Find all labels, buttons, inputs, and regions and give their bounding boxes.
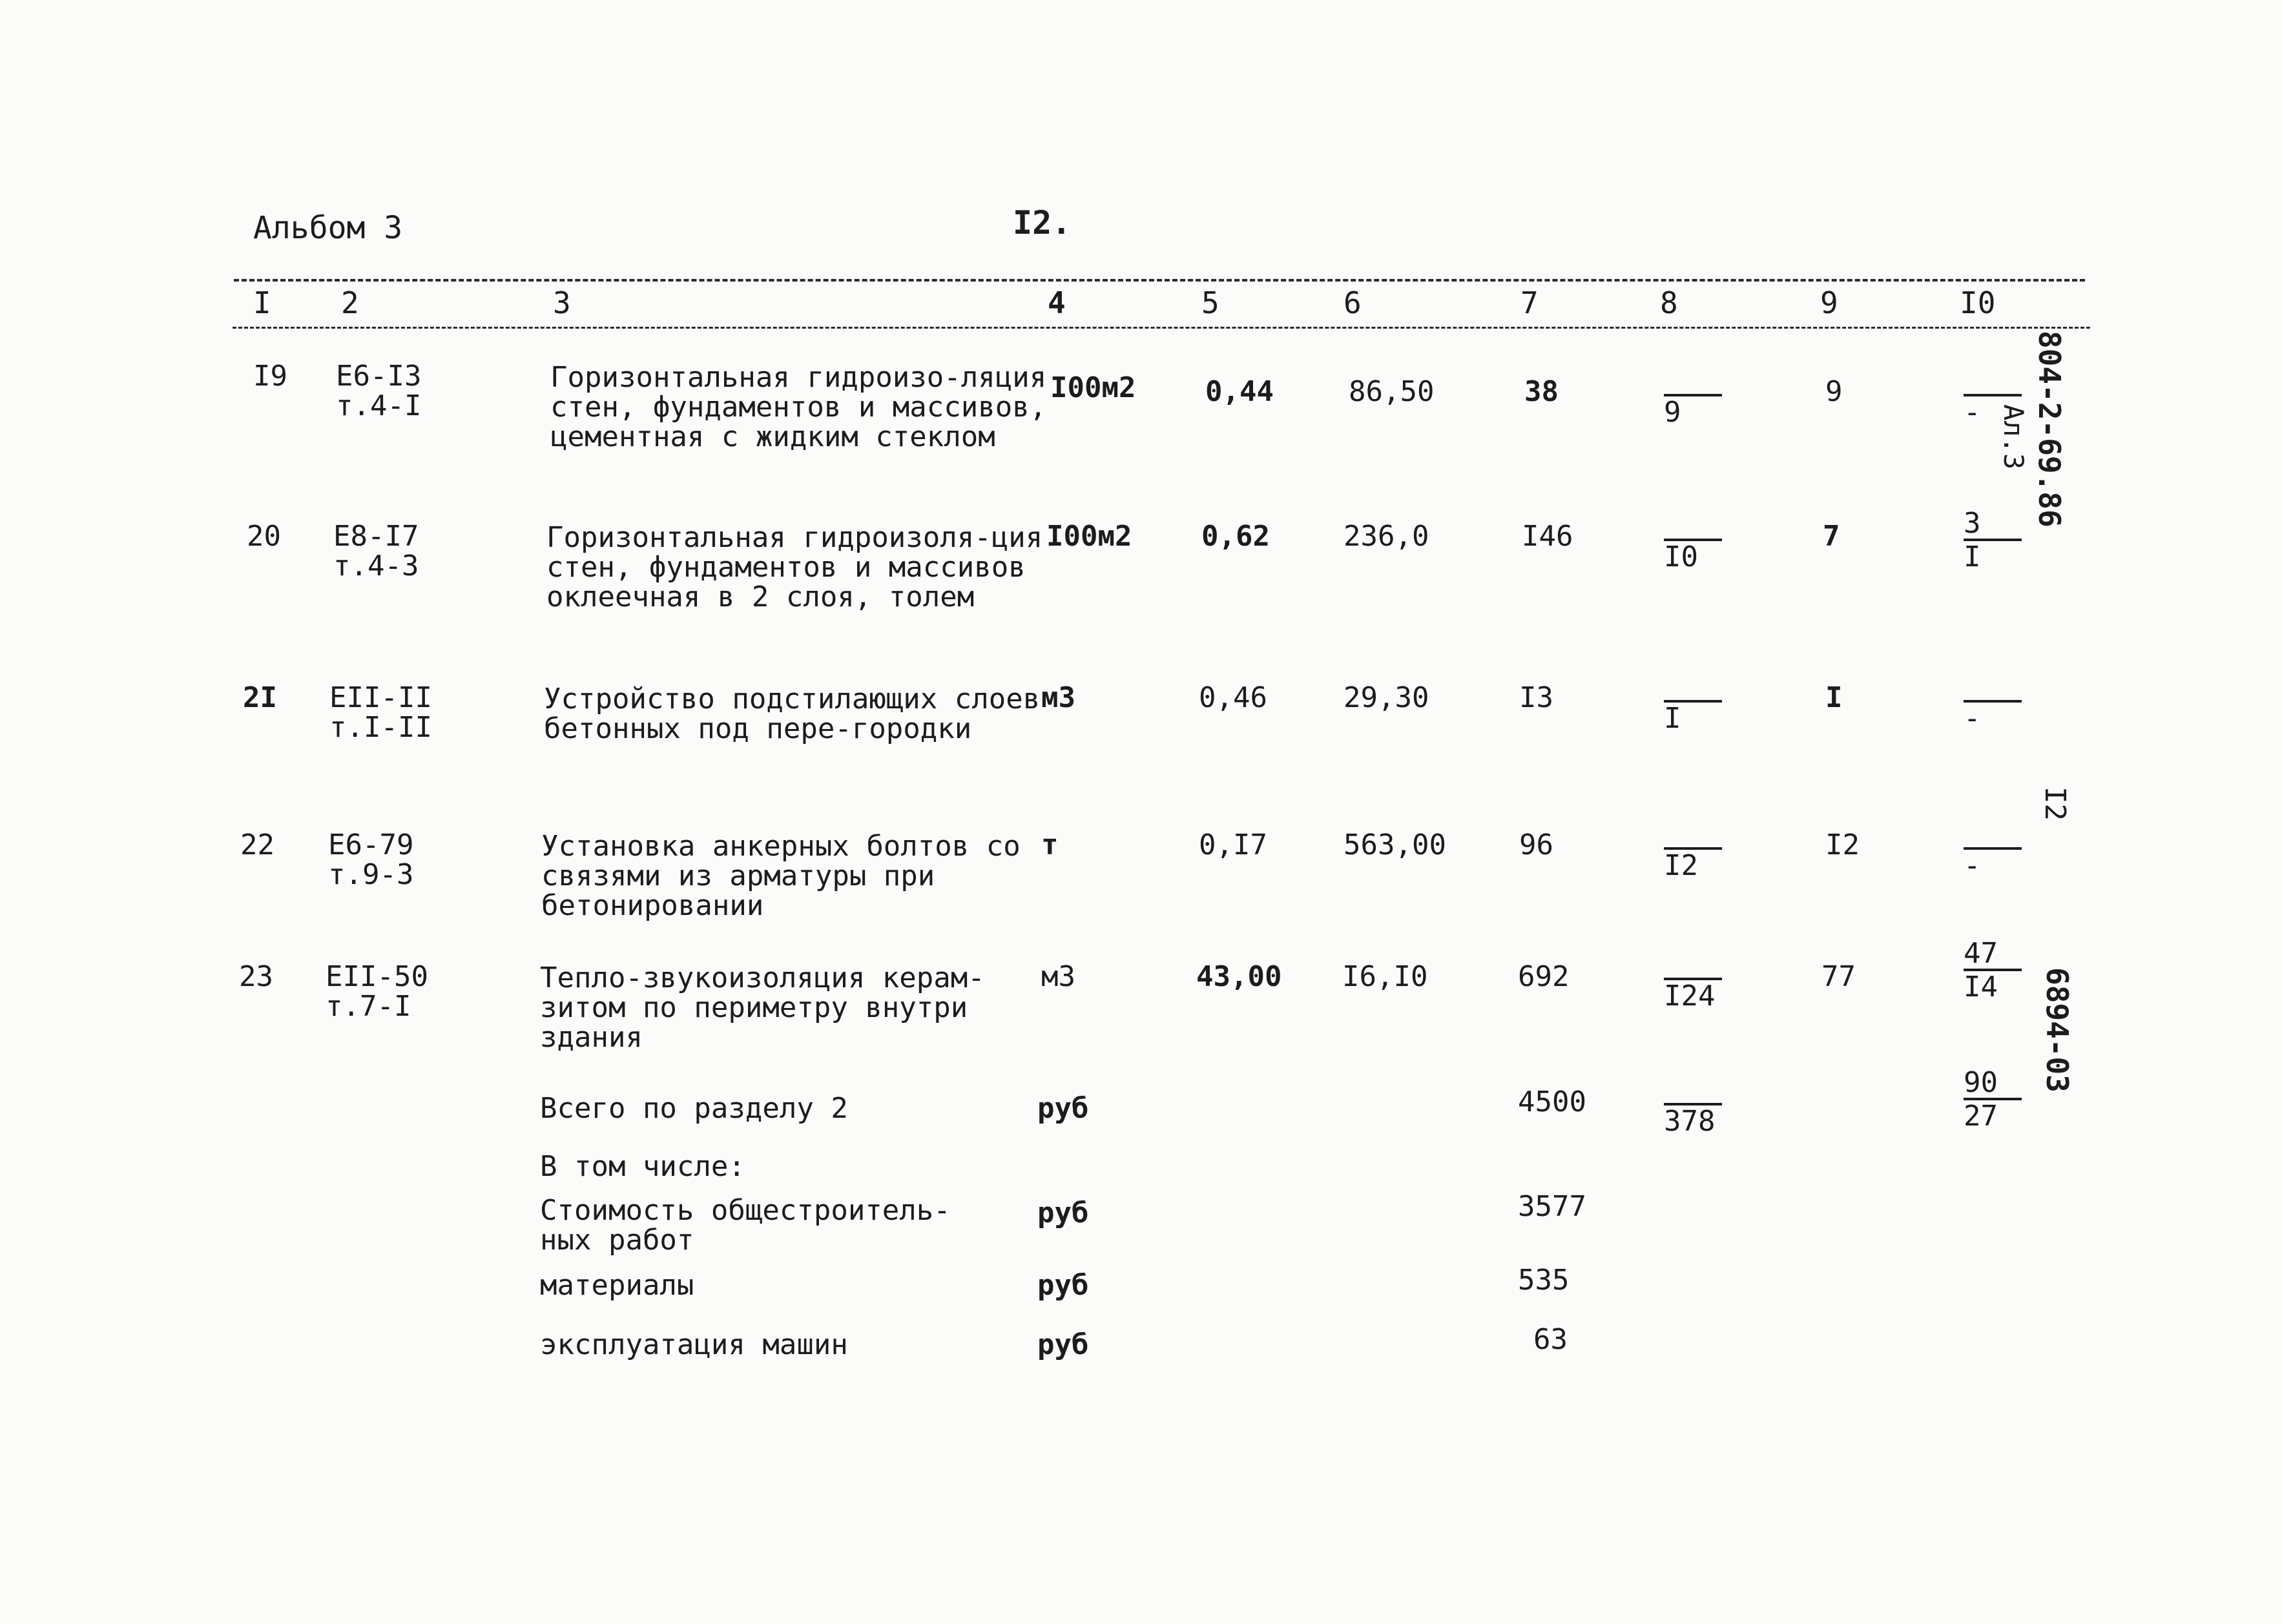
row-unit-price: 563,00 [1343, 828, 1446, 861]
col-header-8: 8 [1660, 285, 1678, 320]
row-number: 22 [240, 828, 275, 861]
row-unit: I00м2 [1050, 371, 1136, 404]
summary-construction-value: 3577 [1518, 1190, 1586, 1223]
row-total: 96 [1519, 828, 1553, 861]
row-number: 2I [243, 681, 277, 714]
row-total: I3 [1519, 681, 1553, 714]
summary-machines-label: эксплуатация машин [540, 1328, 848, 1361]
row-code: ЕII-II [329, 681, 432, 714]
row-description: Тепло-звукоизоляция керам-зитом по периметру внутри здания [540, 961, 985, 1054]
row-code-table: т.4-3 [333, 550, 419, 582]
col-header-5: 5 [1201, 285, 1219, 320]
col-header-10: I0 [1960, 285, 1996, 320]
page-number: I2. [1013, 204, 1072, 242]
row-number: 23 [239, 960, 273, 993]
summary-total-unit: руб [1037, 1092, 1089, 1125]
row-description: Установка анкерных болтов со связями из арматуры при бетонировании [541, 830, 1021, 922]
row-total: 692 [1518, 960, 1570, 993]
col-header-7: 7 [1520, 285, 1539, 320]
side-stamp-order: 6894-03 [2040, 967, 2075, 1093]
row-description: Устройство подстилающих слоев бетонных под пере-городки [544, 683, 1041, 745]
side-stamp-page: I2 [2038, 786, 2071, 821]
row-quantity: 0,I7 [1199, 828, 1267, 861]
col-header-9: 9 [1820, 285, 1838, 320]
row-number: I9 [253, 360, 287, 393]
row-total: I46 [1522, 520, 1573, 553]
row-code-table: т.7-I [326, 990, 411, 1023]
row-col9: 9 [1825, 375, 1843, 408]
row-col8-fraction: I0 [1664, 510, 1722, 571]
summary-materials-value: 535 [1518, 1264, 1570, 1297]
row-description: Горизонтальная гидроизо-ляция стен, фундаментов и массивов, цементная с жидким стеклом [550, 361, 1047, 453]
col-header-3: 3 [553, 285, 571, 320]
summary-total-value: 4500 [1518, 1085, 1586, 1118]
summary-including-label: В том числе: [540, 1150, 745, 1183]
col-header-4: 4 [1048, 285, 1066, 320]
row-code-table: т.4-I [336, 389, 422, 422]
row-quantity: 0,62 [1201, 520, 1270, 553]
row-code: Е6-I3 [336, 360, 422, 393]
row-number: 20 [247, 520, 281, 553]
summary-construction-unit: руб [1037, 1197, 1089, 1229]
summary-materials-label: материалы [540, 1269, 694, 1302]
summary-machines-unit: руб [1037, 1328, 1089, 1361]
row-unit-price: 236,0 [1343, 520, 1429, 553]
row-code: Е8-I7 [333, 520, 419, 553]
row-col9: 7 [1823, 520, 1840, 553]
row-unit: I00м2 [1046, 520, 1132, 553]
row-col8-fraction: I24 [1664, 949, 1722, 1010]
summary-materials-unit: руб [1037, 1269, 1089, 1302]
summary-col10-fraction: 90 27 [1964, 1069, 2022, 1130]
row-col8-fraction: I [1664, 672, 1722, 732]
side-stamp-album: Ал.3 [1998, 404, 2029, 470]
row-quantity: 0,46 [1199, 681, 1267, 714]
row-col10-fraction: - [1964, 819, 2022, 879]
row-unit: м3 [1041, 681, 1075, 714]
table-top-rule [234, 279, 2085, 282]
side-stamp-code: 804-2-69.86 [2032, 331, 2067, 528]
row-unit-price: 86,50 [1349, 375, 1435, 408]
row-col9: I [1825, 681, 1843, 714]
row-quantity: 43,00 [1196, 960, 1282, 993]
row-col10-fraction: 47 I4 [1964, 940, 2022, 1001]
summary-total-label: Всего по разделу 2 [540, 1092, 848, 1125]
table-header-rule [233, 327, 2090, 329]
row-code-table: т.I-II [329, 711, 432, 744]
summary-machines-value: 63 [1533, 1323, 1568, 1356]
row-unit-price: I6,I0 [1342, 960, 1428, 993]
summary-construction-label: Стоимость общестроитель-ных работ [540, 1194, 951, 1257]
row-unit: т [1041, 828, 1059, 861]
summary-col8-fraction: 378 [1664, 1074, 1722, 1135]
row-description: Горизонтальная гидроизоля-ция стен, фундаментов и массивов оклеечная в 2 слоя, толем [546, 521, 1043, 613]
row-unit-price: 29,30 [1343, 681, 1429, 714]
row-col10-fraction: 3 I [1964, 510, 2022, 571]
row-total: 38 [1524, 375, 1559, 408]
col-header-1: I [253, 285, 271, 320]
row-code: Е6-79 [328, 828, 414, 861]
col-header-6: 6 [1343, 285, 1362, 320]
row-code-table: т.9-3 [328, 858, 414, 891]
row-col9: I2 [1825, 828, 1860, 861]
row-col9: 77 [1821, 960, 1856, 993]
row-col10-fraction: - [1964, 672, 2022, 732]
row-col10-fraction: - [1964, 365, 2022, 426]
col-header-2: 2 [341, 285, 359, 320]
row-unit: м3 [1041, 960, 1075, 993]
row-code: ЕII-50 [326, 960, 428, 993]
row-col8-fraction: I2 [1664, 819, 1722, 879]
row-quantity: 0,44 [1205, 375, 1274, 408]
row-col8-fraction: 9 [1664, 365, 1722, 426]
album-label: Альбом 3 [253, 210, 403, 246]
